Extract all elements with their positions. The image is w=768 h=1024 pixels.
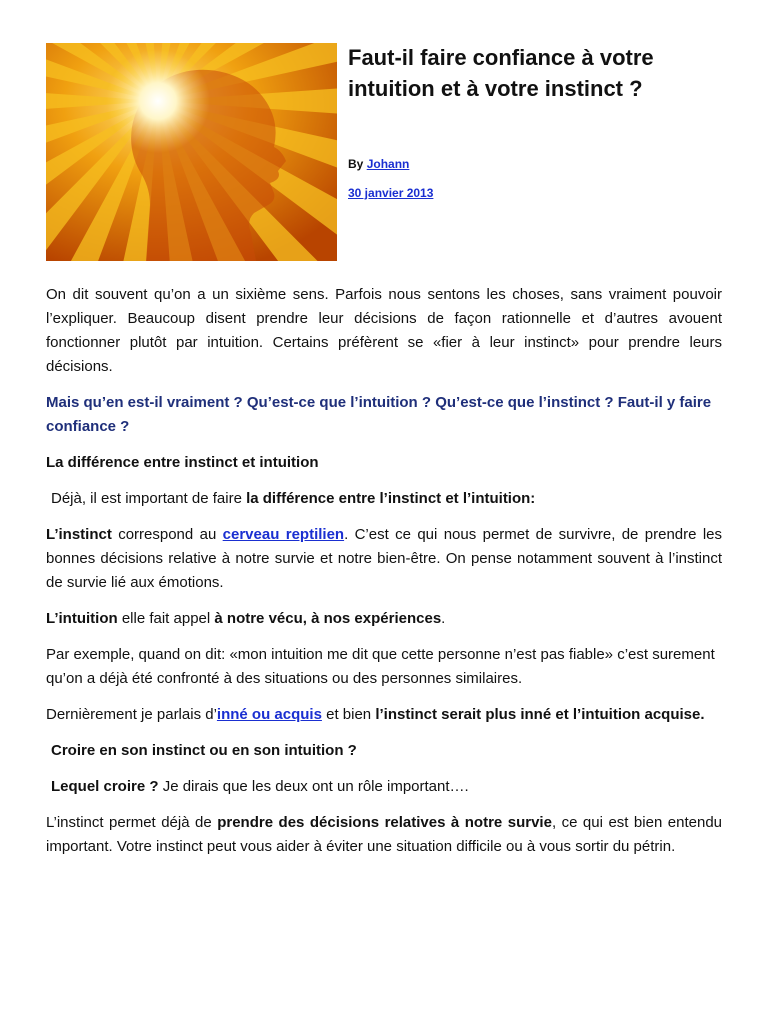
article-title: Faut-il faire confiance à votre intuition et à votre instinct ? (348, 45, 654, 101)
byline (348, 157, 409, 171)
lequel-paragraph: Lequel croire ? Je dirais que les deux ont un rôle important…. (51, 778, 469, 795)
by-label: By (348, 157, 364, 171)
intuition-paragraph: L’intuition elle fait appel à notre vécu, à nos expériences. (46, 610, 446, 627)
date-link[interactable]: 30 janvier 2013 (348, 186, 434, 200)
article-body (46, 283, 722, 871)
question-paragraph: Mais qu’en est-il vraiment ? Qu’est-ce que l’intuition ? Qu’est-ce que l’instinct ? Faut-il y faire confiance ? (46, 394, 712, 435)
instinct-paragraph: L’instinct correspond au cerveau reptilien. C’est ce qui nous permet de survivre, de prendre les bonnes décisions relative à notre survie et notre bien-être. On pense notamment souvent à l’instinct de survie lié aux émotions. (46, 526, 722, 591)
section-heading-difference: La différence entre instinct et intuition (46, 454, 319, 471)
section-heading-croire: Croire en son instinct ou en son intuition ? (51, 742, 357, 759)
difference-paragraph: Déjà, il est important de faire la différence entre l’instinct et l’intuition: (51, 490, 536, 507)
survie-paragraph: L’instinct permet déjà de prendre des décisions relatives à notre survie, ce qui est bien entendu important. Votre instinct peut vous aider à éviter une situation difficile ou à vous sortir du pétrin. (46, 814, 723, 855)
hero-image (46, 43, 337, 261)
cerveau-reptilien-link[interactable]: cerveau reptilien (222, 526, 345, 543)
inne-acquis-paragraph: Dernièrement je parlais d’inné ou acquis et bien l’instinct serait plus inné et l’intuition acquise. (46, 706, 705, 723)
inne-ou-acquis-link[interactable]: inné ou acquis (216, 706, 322, 723)
intro-paragraph: On dit souvent qu’on a un sixième sens. Parfois nous sentons les choses, sans vraiment pouvoir l’expliquer. Beaucoup disent prendre leur décisions de façon rationnelle et d’autres avouent fonctionner plutôt par intuition. Certains préfèrent se «fier à leur instinct» pour prendre leurs décisions. (46, 286, 722, 375)
example-paragraph: Par exemple, quand on dit: «mon intuition me dit que cette personne n’est pas fiable» c’est surement qu’on a déjà été confronté à des situations ou des personnes similaires. (46, 646, 715, 687)
author-link[interactable]: Johann (366, 157, 410, 171)
glowing-head-silhouette-icon (46, 43, 337, 261)
